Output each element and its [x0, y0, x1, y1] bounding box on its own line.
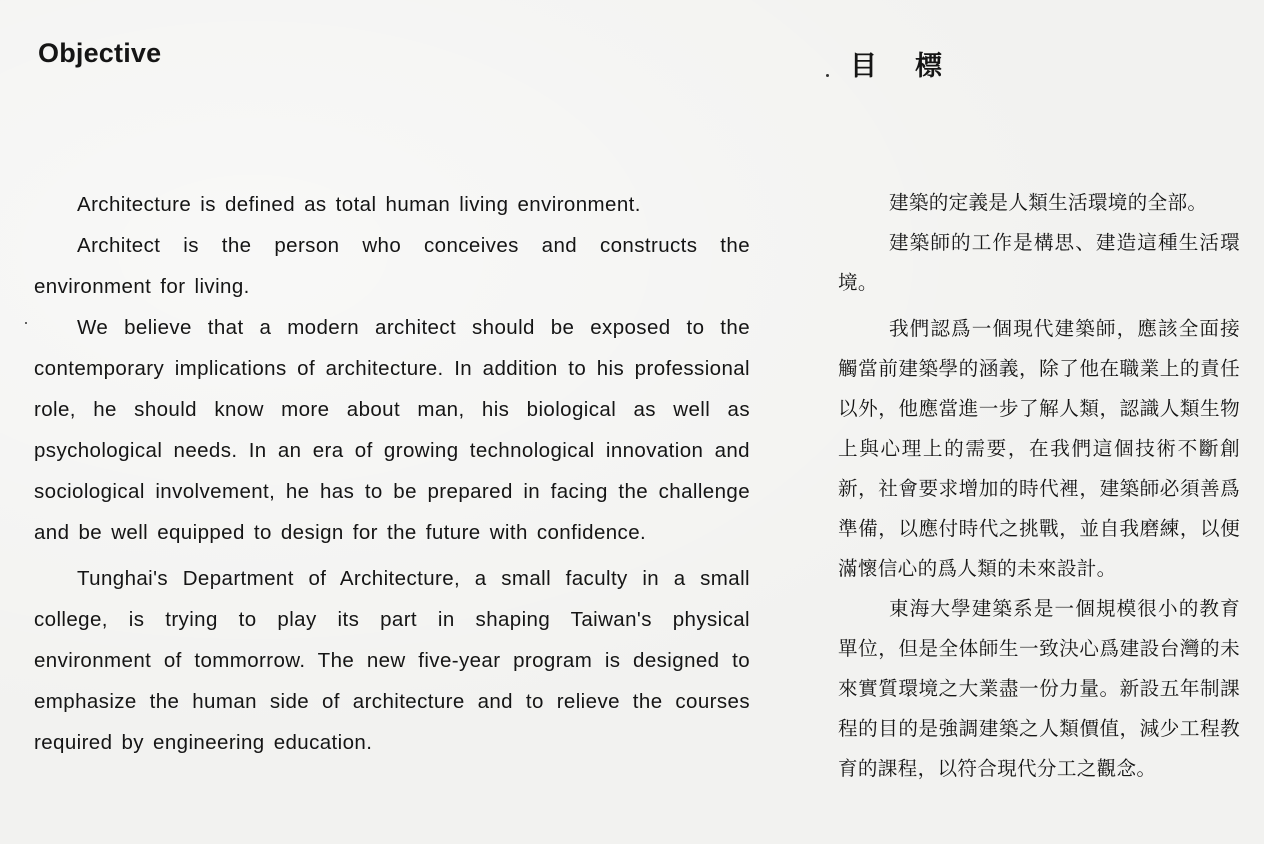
- heading-chinese-objective: 目標: [850, 51, 980, 82]
- print-speck: [826, 74, 829, 77]
- english-paragraph-3: We believe that a modern architect should be exposed to the contemporary implications of architecture. In addition to his professional role, he should know more about man, his biological as well as psychological needs. In an era of growing technological innovation and sociological involvement, he has to be prepared in facing the challenge and be well equipped to design for the future with confidence.: [34, 316, 750, 544]
- english-paragraph-2: Architect is the person who conceives and constructs the environment for living.: [34, 234, 750, 298]
- print-speck: [25, 322, 27, 324]
- chinese-paragraph-4: 東海大學建築系是一個規模很小的教育單位，但是全体師生一致決心爲建設台灣的未來實質環境之大業盡一份力量。新設五年制課程的目的是強調建築之人類價值，減少工程教育的課程，以符合現代分工之觀念。: [838, 597, 1240, 780]
- heading-objective: Objective: [38, 38, 162, 68]
- english-paragraph-1: Architecture is defined as total human living environment.: [77, 193, 641, 216]
- english-paragraph-4: Tunghai's Department of Architecture, a small faculty in a small college, is trying to play its part in shaping Taiwan's physical environment of tommorrow. The new five-year program is designed to emphasize the human side of architecture and to relieve the courses required by engineering education.: [34, 567, 750, 754]
- chinese-column: [838, 183, 1240, 789]
- chinese-paragraph-2: 建築師的工作是構思、建造這種生活環境。: [838, 231, 1240, 294]
- chinese-paragraph-1: 建築的定義是人類生活環境的全部。: [888, 191, 1208, 214]
- chinese-paragraph-3: 我們認爲一個現代建築師，應該全面接觸當前建築學的涵義，除了他在職業上的責任以外，他應當進一步了解人類，認識人類生物上與心理上的需要，在我們這個技術不斷創新，社會要求增加的時代裡，建築師必須善爲準備，以應付時代之挑戰，並自我磨練，以便滿懷信心的爲人類的未來設計。: [838, 317, 1240, 580]
- english-column: [34, 184, 750, 763]
